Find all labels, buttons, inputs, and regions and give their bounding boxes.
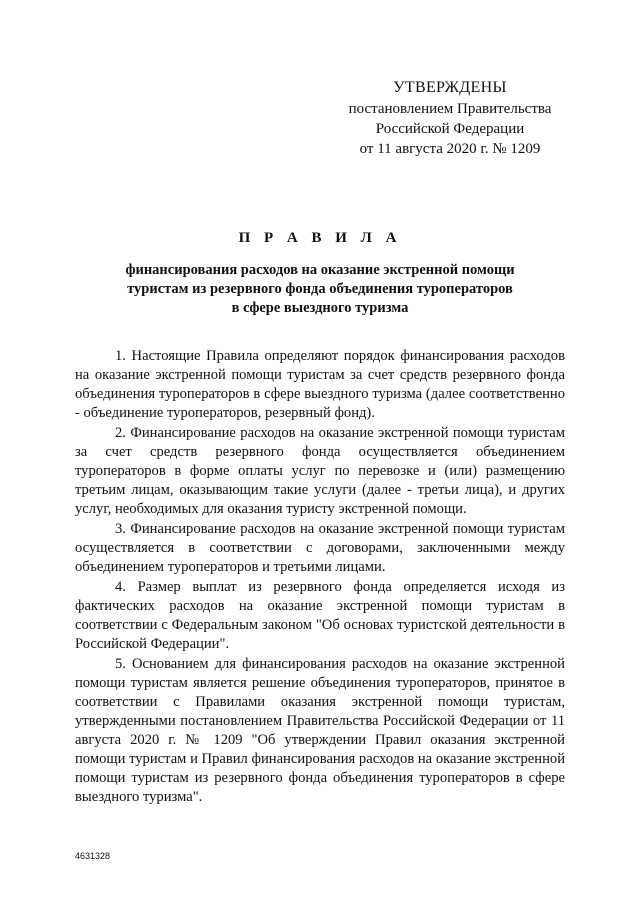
- document-body: [75, 347, 565, 808]
- paragraph-2: 2. Финансирование расходов на оказание экстренной помощи туристам за счет средств резервного фонда осуществляется объединением туроператоров в форме оплаты услуг по перевозке и (или) размещению третьим лицам, оказывающим такие услуги (далее - третьи лица), и других услуг, необходимых для оказания туристу экстренной помощи.: [75, 425, 565, 517]
- document-subtitle: [60, 261, 580, 318]
- approval-block: [330, 78, 570, 159]
- document-code: 4631328: [75, 851, 111, 861]
- approval-line-1: постановлением Правительства: [348, 101, 552, 117]
- document-title: П Р А В И Л А: [238, 230, 402, 246]
- paragraph-1: 1. Настоящие Правила определяют порядок финансирования расходов на оказание экстренной помощи туристам за счет средств резервного фонда объединения туроператоров в сфере выездного туризма (далее соответственно - объединение туроператоров, резервный фонд).: [75, 348, 565, 421]
- paragraph-3: 3. Финансирование расходов на оказание экстренной помощи туристам осуществляется в соответствии с договорами, заключенными между объединением туроператоров и третьими лицами.: [75, 521, 565, 575]
- paragraph-5: 5. Основанием для финансирования расходов на оказание экстренной помощи туристам является решение объединения туроператоров, принятое в соответствии с Правилами оказания экстренной помощи туристам, утвержденными постановлением Правительства Российской Федерации от 11 августа 2020 г. № 1209 "Об утверждении Правил оказания экстренной помощи туристам и Правил финансирования расходов на оказание экстренной помощи туристам из резервного фонда объединения туроператоров в сфере выездного туризма".: [75, 656, 565, 805]
- approval-line-3: от 11 августа 2020 г. № 1209: [359, 141, 541, 157]
- subtitle-line-3: в сфере выездного туризма: [231, 300, 409, 316]
- approval-title: УТВЕРЖДЕНЫ: [393, 79, 507, 96]
- subtitle-line-1: финансирования расходов на оказание экстренной помощи: [125, 262, 515, 278]
- approval-line-2: Российской Федерации: [375, 121, 525, 137]
- paragraph-4: 4. Размер выплат из резервного фонда определяется исходя из фактических расходов на оказание экстренной помощи туристам в соответствии с Федеральным законом "Об основах туристской деятельности в Российской Федерации".: [75, 579, 565, 652]
- subtitle-line-2: туристам из резервного фонда объединения туроператоров: [127, 281, 513, 297]
